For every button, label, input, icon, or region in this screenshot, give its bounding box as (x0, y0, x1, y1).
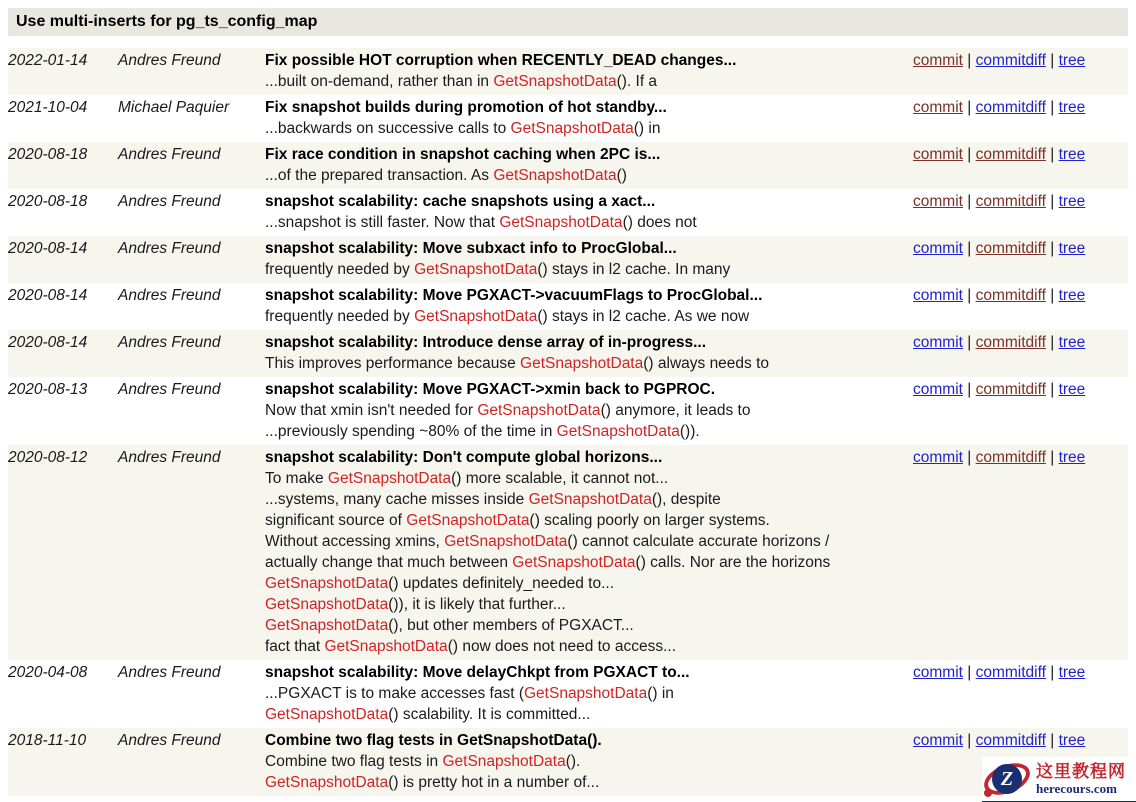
highlighted-match: GetSnapshotData (265, 706, 389, 723)
commit-title[interactable]: Fix race condition in snapshot caching when 2PC is... (265, 146, 661, 163)
commit-row (8, 445, 1128, 660)
commit-link[interactable]: commit (913, 99, 963, 116)
commitdiff-link[interactable]: commitdiff (975, 146, 1046, 163)
commit-author: Andres Freund (118, 52, 221, 69)
commit-author: Andres Freund (118, 193, 221, 210)
commit-match-line: GetSnapshotData() updates definitely_needed to... (265, 575, 614, 592)
commit-date: 2018-11-10 (8, 732, 87, 749)
commit-date: 2020-08-12 (8, 449, 88, 466)
commit-date: 2020-08-18 (8, 193, 88, 210)
link-separator: | (962, 240, 976, 257)
tree-link[interactable]: tree (1058, 52, 1086, 69)
link-separator: | (1045, 146, 1059, 163)
commit-title[interactable]: Combine two flag tests in GetSnapshotData(). (265, 732, 602, 749)
highlighted-match: GetSnapshotData (324, 638, 448, 655)
commit-author: Andres Freund (118, 449, 221, 466)
link-separator: | (962, 146, 976, 163)
commit-title[interactable]: snapshot scalability: Move delayChkpt from PGXACT to... (265, 664, 690, 681)
commit-links-cell (913, 48, 1128, 95)
highlighted-match: GetSnapshotData (528, 491, 652, 508)
commit-link[interactable]: commit (913, 193, 963, 210)
watermark (982, 757, 1136, 802)
highlighted-match: GetSnapshotData (265, 596, 389, 613)
commit-title[interactable]: snapshot scalability: Move PGXACT->vacuumFlags to ProcGlobal... (265, 287, 763, 304)
commit-link[interactable]: commit (913, 240, 963, 257)
tree-link[interactable]: tree (1058, 334, 1086, 351)
commit-match-line: ...of the prepared transaction. As GetSnapshotData() (265, 167, 627, 184)
commit-title[interactable]: Fix snapshot builds during promotion of hot standby... (265, 99, 667, 116)
commit-match-line: Combine two flag tests in GetSnapshotData(). (265, 753, 581, 770)
commit-author: Andres Freund (118, 240, 221, 257)
commit-match-line: GetSnapshotData() is pretty hot in a number of... (265, 774, 600, 791)
commit-message-cell (265, 142, 913, 189)
commit-row (8, 95, 1128, 142)
watermark-dot-icon (984, 789, 992, 797)
highlighted-match: GetSnapshotData (414, 308, 538, 325)
commit-match-line: fact that GetSnapshotData() now does not need to access... (265, 638, 677, 655)
link-separator: | (962, 381, 976, 398)
commit-title[interactable]: snapshot scalability: Move PGXACT->xmin back to PGPROC. (265, 381, 716, 398)
commit-title[interactable]: snapshot scalability: cache snapshots using a xact... (265, 193, 656, 210)
commit-title[interactable]: Fix possible HOT corruption when RECENTLY_DEAD changes... (265, 52, 737, 69)
commit-author: Andres Freund (118, 664, 221, 681)
commit-row (8, 377, 1128, 445)
commit-match-line: ...built on-demand, rather than in GetSnapshotData(). If a (265, 73, 658, 90)
highlighted-match: GetSnapshotData (499, 214, 623, 231)
tree-link[interactable]: tree (1058, 664, 1086, 681)
commit-date: 2021-10-04 (8, 99, 88, 116)
commit-link[interactable]: commit (913, 381, 963, 398)
link-separator: | (1045, 287, 1059, 304)
commit-title[interactable]: snapshot scalability: Move subxact info to ProcGlobal... (265, 240, 677, 257)
commit-message-cell (265, 236, 913, 283)
highlighted-match: GetSnapshotData (493, 167, 617, 184)
commit-row (8, 330, 1128, 377)
link-separator: | (962, 664, 976, 681)
commit-links-cell (913, 445, 1128, 660)
link-separator: | (1045, 449, 1059, 466)
highlighted-match: GetSnapshotData (442, 753, 566, 770)
link-separator: | (962, 287, 976, 304)
commit-links-cell (913, 283, 1128, 330)
link-separator: | (1045, 664, 1059, 681)
highlighted-match: GetSnapshotData (512, 554, 636, 571)
tree-link[interactable]: tree (1058, 287, 1086, 304)
highlighted-match: GetSnapshotData (406, 512, 530, 529)
highlighted-match: GetSnapshotData (520, 355, 644, 372)
commit-row (8, 189, 1128, 236)
commit-row (8, 660, 1128, 728)
commit-link[interactable]: commit (913, 664, 963, 681)
commit-link[interactable]: commit (913, 334, 963, 351)
commit-message-cell (265, 445, 913, 660)
highlighted-match: GetSnapshotData (444, 533, 568, 550)
commitdiff-link[interactable]: commitdiff (975, 381, 1046, 398)
commit-table (8, 48, 1128, 796)
commit-match-line: Without accessing xmins, GetSnapshotData() cannot calculate accurate horizons / (265, 533, 830, 550)
commitdiff-link[interactable]: commitdiff (975, 240, 1046, 257)
commit-message-cell (265, 660, 913, 728)
commit-match-line: GetSnapshotData(), but other members of PGXACT... (265, 617, 634, 634)
link-separator: | (1045, 193, 1059, 210)
commit-row (8, 236, 1128, 283)
tree-link[interactable]: tree (1058, 146, 1086, 163)
watermark-site-name: 这里教程网 (1036, 762, 1126, 781)
commit-match-line: ...PGXACT is to make accesses fast (GetSnapshotData() in (265, 685, 674, 702)
commitdiff-link[interactable]: commitdiff (975, 287, 1046, 304)
commit-match-line: frequently needed by GetSnapshotData() stays in l2 cache. As we now (265, 308, 750, 325)
commit-table-body (8, 48, 1128, 796)
commitdiff-link[interactable]: commitdiff (975, 732, 1046, 749)
link-separator: | (962, 193, 976, 210)
commit-match-line: This improves performance because GetSnapshotData() always needs to (265, 355, 770, 372)
commit-date: 2020-08-18 (8, 146, 88, 163)
link-separator: | (1045, 52, 1059, 69)
commit-match-line: To make GetSnapshotData() more scalable, it cannot not... (265, 470, 669, 487)
commit-links-cell (913, 189, 1128, 236)
commit-author: Andres Freund (118, 732, 221, 749)
commit-links-cell (913, 377, 1128, 445)
tree-link[interactable]: tree (1058, 240, 1086, 257)
tree-link[interactable]: tree (1058, 193, 1086, 210)
link-separator: | (962, 732, 976, 749)
watermark-logo-icon (982, 757, 1034, 801)
commit-message-cell (265, 728, 913, 796)
commit-title[interactable]: snapshot scalability: Introduce dense array of in-progress... (265, 334, 707, 351)
watermark-z-icon: Z (992, 764, 1022, 794)
highlighted-match: GetSnapshotData (510, 120, 634, 137)
commit-date: 2022-01-14 (8, 52, 88, 69)
commit-links-cell (913, 330, 1128, 377)
commit-links-cell (913, 660, 1128, 728)
link-separator: | (1045, 240, 1059, 257)
highlighted-match: GetSnapshotData (265, 617, 389, 634)
link-separator: | (1045, 334, 1059, 351)
commit-author: Andres Freund (118, 381, 221, 398)
tree-link[interactable]: tree (1058, 381, 1086, 398)
tree-link[interactable]: tree (1058, 99, 1086, 116)
commit-match-line: Now that xmin isn't needed for GetSnapshotData() anymore, it leads to (265, 402, 751, 419)
commit-message-cell (265, 377, 913, 445)
highlighted-match: GetSnapshotData (556, 423, 680, 440)
commit-links-cell (913, 142, 1128, 189)
commit-match-line: significant source of GetSnapshotData() scaling poorly on larger systems. (265, 512, 770, 529)
commitdiff-link[interactable]: commitdiff (975, 193, 1046, 210)
commit-date: 2020-08-13 (8, 381, 88, 398)
link-separator: | (962, 334, 976, 351)
commit-row (8, 142, 1128, 189)
commit-date: 2020-04-08 (8, 664, 88, 681)
commit-match-line: ...systems, many cache misses inside GetSnapshotData(), despite (265, 491, 721, 508)
commit-links-cell (913, 236, 1128, 283)
commit-row (8, 48, 1128, 95)
commit-author: Andres Freund (118, 334, 221, 351)
commit-row (8, 728, 1128, 796)
commit-match-line: ...previously spending ~80% of the time in GetSnapshotData()). (265, 423, 700, 440)
highlighted-match: GetSnapshotData (477, 402, 601, 419)
highlighted-match: GetSnapshotData (265, 575, 389, 592)
commit-match-line: actually change that much between GetSnapshotData() calls. Nor are the horizons (265, 554, 831, 571)
commit-match-line: ...snapshot is still faster. Now that GetSnapshotData() does not (265, 214, 697, 231)
highlighted-match: GetSnapshotData (265, 774, 389, 791)
link-separator: | (962, 52, 976, 69)
highlighted-match: GetSnapshotData (493, 73, 617, 90)
commit-match-line: frequently needed by GetSnapshotData() stays in l2 cache. In many (265, 261, 731, 278)
link-separator: | (962, 449, 976, 466)
link-separator: | (962, 99, 976, 116)
link-separator: | (1045, 732, 1059, 749)
commitdiff-link[interactable]: commitdiff (975, 334, 1046, 351)
highlighted-match: GetSnapshotData (524, 685, 648, 702)
commit-links-cell (913, 95, 1128, 142)
highlighted-match: GetSnapshotData (327, 470, 452, 487)
commit-message-cell (265, 283, 913, 330)
commit-message-cell (265, 189, 913, 236)
commit-date: 2020-08-14 (8, 287, 88, 304)
commitdiff-link[interactable]: commitdiff (975, 449, 1046, 466)
page-title: Use multi-inserts for pg_ts_config_map (8, 8, 1128, 36)
commit-match-line: GetSnapshotData() scalability. It is committed... (265, 706, 591, 723)
watermark-text (1034, 762, 1126, 796)
tree-link[interactable]: tree (1058, 449, 1086, 466)
commit-link[interactable]: commit (913, 52, 963, 69)
commit-title[interactable]: snapshot scalability: Don't compute global horizons... (265, 449, 663, 466)
link-separator: | (1045, 99, 1059, 116)
commit-author: Andres Freund (118, 287, 221, 304)
commit-row (8, 283, 1128, 330)
highlighted-match: GetSnapshotData (414, 261, 538, 278)
commit-link[interactable]: commit (913, 449, 963, 466)
commitdiff-link[interactable]: commitdiff (975, 99, 1046, 116)
commit-message-cell (265, 330, 913, 377)
commit-date: 2020-08-14 (8, 240, 88, 257)
commit-match-line: ...backwards on successive calls to GetSnapshotData() in (265, 120, 661, 137)
commit-message-cell (265, 95, 913, 142)
commit-link[interactable]: commit (913, 287, 963, 304)
tree-link[interactable]: tree (1058, 732, 1086, 749)
watermark-site-domain: herecours.com (1036, 781, 1117, 796)
commit-message-cell (265, 48, 913, 95)
spacer (8, 36, 1128, 48)
commit-match-line: GetSnapshotData()), it is likely that further... (265, 596, 566, 613)
commitdiff-link[interactable]: commitdiff (975, 52, 1046, 69)
commit-author: Andres Freund (118, 146, 221, 163)
commit-date: 2020-08-14 (8, 334, 88, 351)
commit-link[interactable]: commit (913, 732, 963, 749)
commit-link[interactable]: commit (913, 146, 963, 163)
commitdiff-link[interactable]: commitdiff (975, 664, 1046, 681)
commit-author: Michael Paquier (118, 99, 230, 116)
link-separator: | (1045, 381, 1059, 398)
